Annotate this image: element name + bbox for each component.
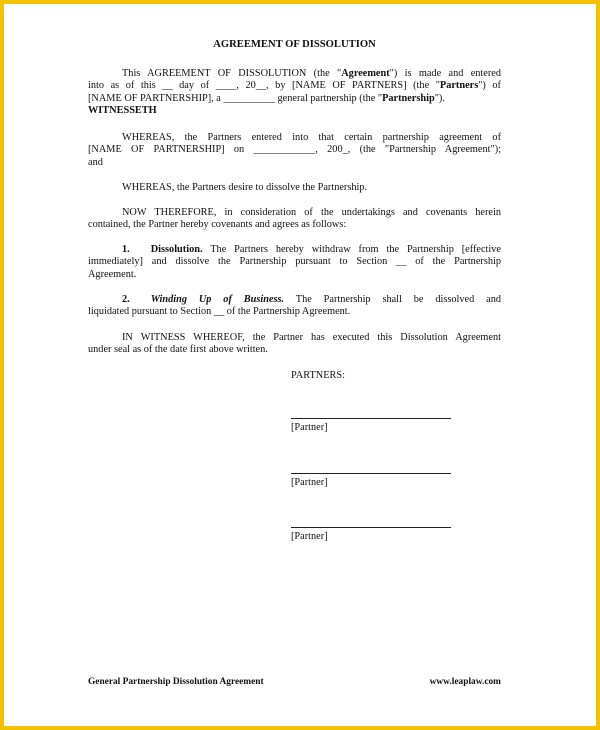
signature-line xyxy=(291,465,451,474)
footer-title: General Partnership Dissolution Agreement xyxy=(88,677,264,687)
page-footer xyxy=(88,677,501,687)
document-page xyxy=(4,4,596,726)
intro-line-3: [NAME OF PARTNERSHIP], a __________ general partnership (the "Partnership"). xyxy=(88,92,445,104)
signature-label: [Partner] xyxy=(291,531,328,542)
clause2-line-1: 2. Winding Up of Business. The Partnership shall be dissolved and xyxy=(122,294,501,305)
now-therefore-line-2: contained, the Partner hereby covenants and agrees as follows: xyxy=(88,219,347,231)
intro-line-1: This AGREEMENT OF DISSOLUTION (the "Agreement") is made and entered xyxy=(122,68,502,79)
intro-line-2: into as of this __ day of ____, 20__, by [NAME OF PARTNERS] (the "Partners") of xyxy=(88,80,501,92)
clause2-line-2: liquidated pursuant to Section __ of the Partnership Agreement. xyxy=(88,306,351,318)
clause-winding-up xyxy=(88,294,501,319)
clause1-line-2: immediately] and dissolve the Partnership pursuant to Section __ of the Partnership xyxy=(88,256,501,268)
signature-block-2 xyxy=(291,465,501,489)
clause1-line-3: Agreement. xyxy=(88,268,137,280)
signature-block-3 xyxy=(291,519,501,543)
signature-label: [Partner] xyxy=(291,422,328,433)
in-witness-line-1: IN WITNESS WHEREOF, the Partner has executed this Dissolution Agreement xyxy=(122,332,501,343)
intro-paragraph xyxy=(88,68,501,118)
document-title: AGREEMENT OF DISSOLUTION xyxy=(213,39,376,50)
footer-website: www.leaplaw.com xyxy=(429,677,501,687)
witnesseth-heading: WITNESSETH xyxy=(88,105,157,117)
signature-line xyxy=(291,410,451,419)
partners-label: PARTNERS: xyxy=(291,370,345,381)
whereas-paragraph-1 xyxy=(88,132,501,169)
signature-line xyxy=(291,519,451,528)
whereas1-line-3: and xyxy=(88,156,103,168)
signature-label: [Partner] xyxy=(291,477,328,488)
whereas1-line-2: [NAME OF PARTNERSHIP] on ____________, 200_, (the "Partnership Agreement"); xyxy=(88,144,501,156)
in-witness-line-2: under seal as of the date first above written. xyxy=(88,344,268,356)
in-witness-paragraph xyxy=(88,332,501,357)
clause-dissolution xyxy=(88,244,501,281)
now-therefore-line-1: NOW THEREFORE, in consideration of the undertakings and covenants herein xyxy=(122,207,501,218)
whereas-paragraph-2 xyxy=(88,182,501,194)
now-therefore-paragraph xyxy=(88,207,501,232)
clause1-line-1: 1. Dissolution. The Partners hereby withdraw from the Partnership [effective xyxy=(122,244,501,255)
signature-block-1 xyxy=(291,410,501,434)
whereas1-line-1: WHEREAS, the Partners entered into that certain partnership agreement of xyxy=(122,132,501,143)
whereas2-line: WHEREAS, the Partners desire to dissolve the Partnership. xyxy=(122,182,368,193)
